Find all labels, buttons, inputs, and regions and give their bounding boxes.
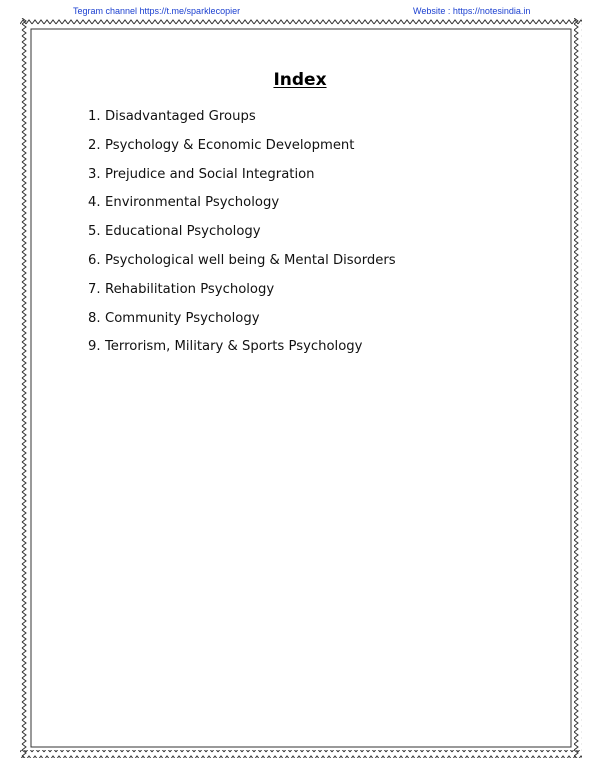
item-label: Psychological well being & Mental Disorders (105, 252, 396, 268)
item-number: 6. (88, 252, 101, 268)
item-label: Prejudice and Social Integration (105, 166, 315, 182)
list-item (88, 337, 396, 366)
item-label: Disadvantaged Groups (105, 109, 256, 124)
item-number: 4. (88, 195, 101, 211)
item-number: 7. (88, 281, 101, 297)
item-label: Terrorism, Military & Sports Psychology (105, 339, 363, 355)
item-label: Community Psychology (105, 310, 260, 326)
index-list (88, 107, 396, 366)
item-label: Educational Psychology (105, 224, 261, 240)
item-label: Rehabilitation Psychology (105, 281, 275, 297)
item-label: Environmental Psychology (105, 195, 280, 211)
website-link[interactable]: Website : https://notesindia.in (413, 6, 531, 16)
list-item (88, 107, 396, 136)
list-item (88, 251, 396, 280)
item-number: 3. (88, 166, 101, 182)
list-item (88, 193, 396, 222)
item-label: Psychology & Economic Development (105, 137, 355, 153)
item-number: 1. (88, 109, 101, 124)
telegram-channel-link[interactable]: Tegram channel https://t.me/sparklecopier (73, 6, 241, 16)
list-item (88, 136, 396, 165)
list-item (88, 165, 396, 194)
page-title: Index (273, 70, 327, 90)
item-number: 8. (88, 310, 101, 326)
item-number: 5. (88, 224, 101, 240)
list-item (88, 309, 396, 338)
list-item (88, 280, 396, 309)
list-item (88, 222, 396, 251)
item-number: 2. (88, 137, 101, 153)
item-number: 9. (88, 339, 101, 355)
